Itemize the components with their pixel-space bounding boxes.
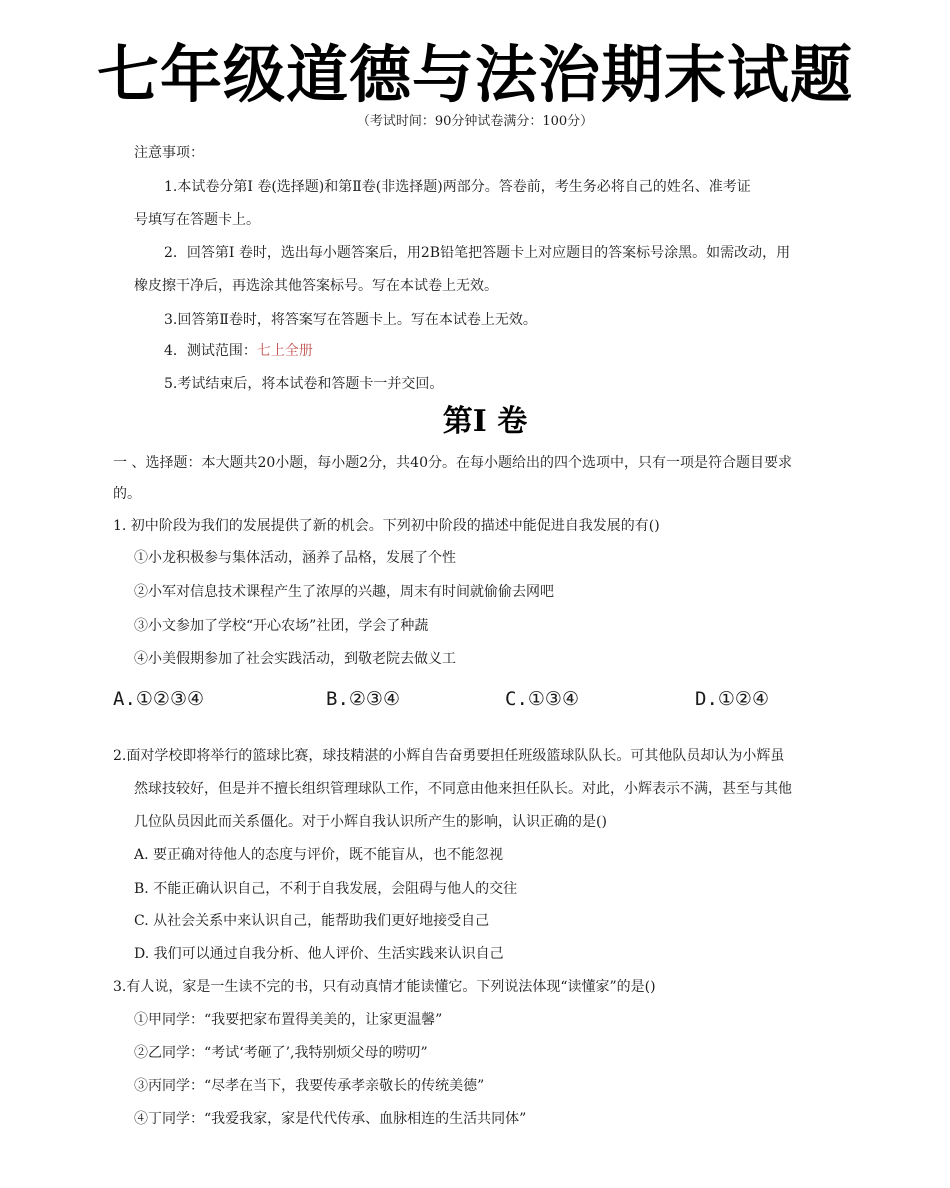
statement-item: ④丁同学：“我爱我家，家是代代传承、血脉相连的生活共同体” (134, 1111, 527, 1127)
question-stem-line-3: 几位队员因此而关系僵化。对于小辉自我认识所产生的影响，认识正确的是() (134, 814, 607, 830)
question-stem-line-2: 然球技较好，但是并不擅长组织管理球队工作，不同意由他来担任队长。对此，小辉表示不满，甚至与其他 (134, 781, 792, 797)
question-stem: 3.有人说，家是一生读不完的书，只有动真情才能读懂它。下列说法体现“读懂家”的是() (113, 979, 656, 995)
answer-option-b: B.②③④ (326, 688, 400, 710)
statement-item: ②乙同学：“考试‘考砸了’,我特别烦父母的唠叨” (134, 1045, 428, 1061)
notice-item-1-line-1: 1.本试卷分第I 卷(选择题)和第Ⅱ卷(非选择题)两部分。答卷前，考生务必将自己的姓名、准考证 (164, 179, 751, 195)
notice-item-3: 3.回答第Ⅱ卷时，将答案写在答题卡上。写在本试卷上无效。 (164, 312, 537, 328)
notice-item-1-line-2: 号填写在答题卡上。 (134, 212, 260, 228)
notice-item-2-line-1: 2．回答第I 卷时，选出每小题答案后，用2B铅笔把答题卡上对应题目的答案标号涂黑。如需改动，用 (164, 245, 791, 261)
question-stem: 1. 初中阶段为我们的发展提供了新的机会。下列初中阶段的描述中能促进自我发展的有() (113, 518, 660, 534)
statement-item: ①甲同学：“我要把家布置得美美的，让家更温馨” (134, 1012, 443, 1028)
answer-option-b: B. 不能正确认识自己，不利于自我发展，会阻碍与他人的交往 (134, 881, 518, 897)
answer-option-d: D.①②④ (695, 688, 769, 710)
exam-subtitle: （考试时间：90分钟试卷满分：100分） (356, 114, 594, 129)
statement-item: ①小龙积极参与集体活动，涵养了品格，发展了个性 (134, 550, 456, 566)
notice-item-5: 5.考试结束后，将本试卷和答题卡一并交回。 (164, 376, 444, 392)
notice-item-4-label: 4．测试范围： (164, 343, 257, 359)
answer-option-c: C. 从社会关系中来认识自己，能帮助我们更好地接受自己 (134, 913, 490, 929)
notice-heading: 注意事项： (134, 145, 204, 161)
section-intro-line-1: 一 、选择题：本大题共20小题，每小题2分，共40分。在每小题给出的四个选项中，只有一项是符合题目要求 (113, 455, 792, 471)
test-range-value: 七上全册 (256, 343, 313, 359)
section-heading: 第I 卷 (442, 404, 528, 439)
statement-item: ③小文参加了学校“开心农场”社团，学会了种蔬 (134, 618, 429, 634)
answer-option-a: A.①②③④ (113, 688, 205, 710)
section-intro-line-2: 的。 (113, 486, 141, 502)
question-stem-line-1: 2.面对学校即将举行的篮球比赛，球技精湛的小辉自告奋勇要担任班级篮球队队长。可其他队员却认为小辉虽 (113, 748, 785, 764)
statement-item: ④小美假期参加了社会实践活动，到敬老院去做义工 (134, 651, 456, 667)
exam-title: 七年级道德与法治期末试题 (96, 38, 853, 111)
statement-item: ②小军对信息技术课程产生了浓厚的兴趣，周末有时间就偷偷去网吧 (134, 584, 554, 600)
statement-item: ③丙同学：“尽孝在当下，我要传承孝亲敬长的传统美德” (134, 1078, 485, 1094)
notice-item-4 (164, 341, 313, 361)
answer-option-a: A. 要正确对待他人的态度与评价，既不能盲从，也不能忽视 (134, 847, 504, 863)
answer-option-c: C.①③④ (505, 688, 579, 710)
notice-item-2-line-2: 橡皮擦干净后，再选涂其他答案标号。写在本试卷上无效。 (134, 278, 498, 294)
answer-option-d: D. 我们可以通过自我分析、他人评价、生活实践来认识自己 (134, 946, 504, 962)
